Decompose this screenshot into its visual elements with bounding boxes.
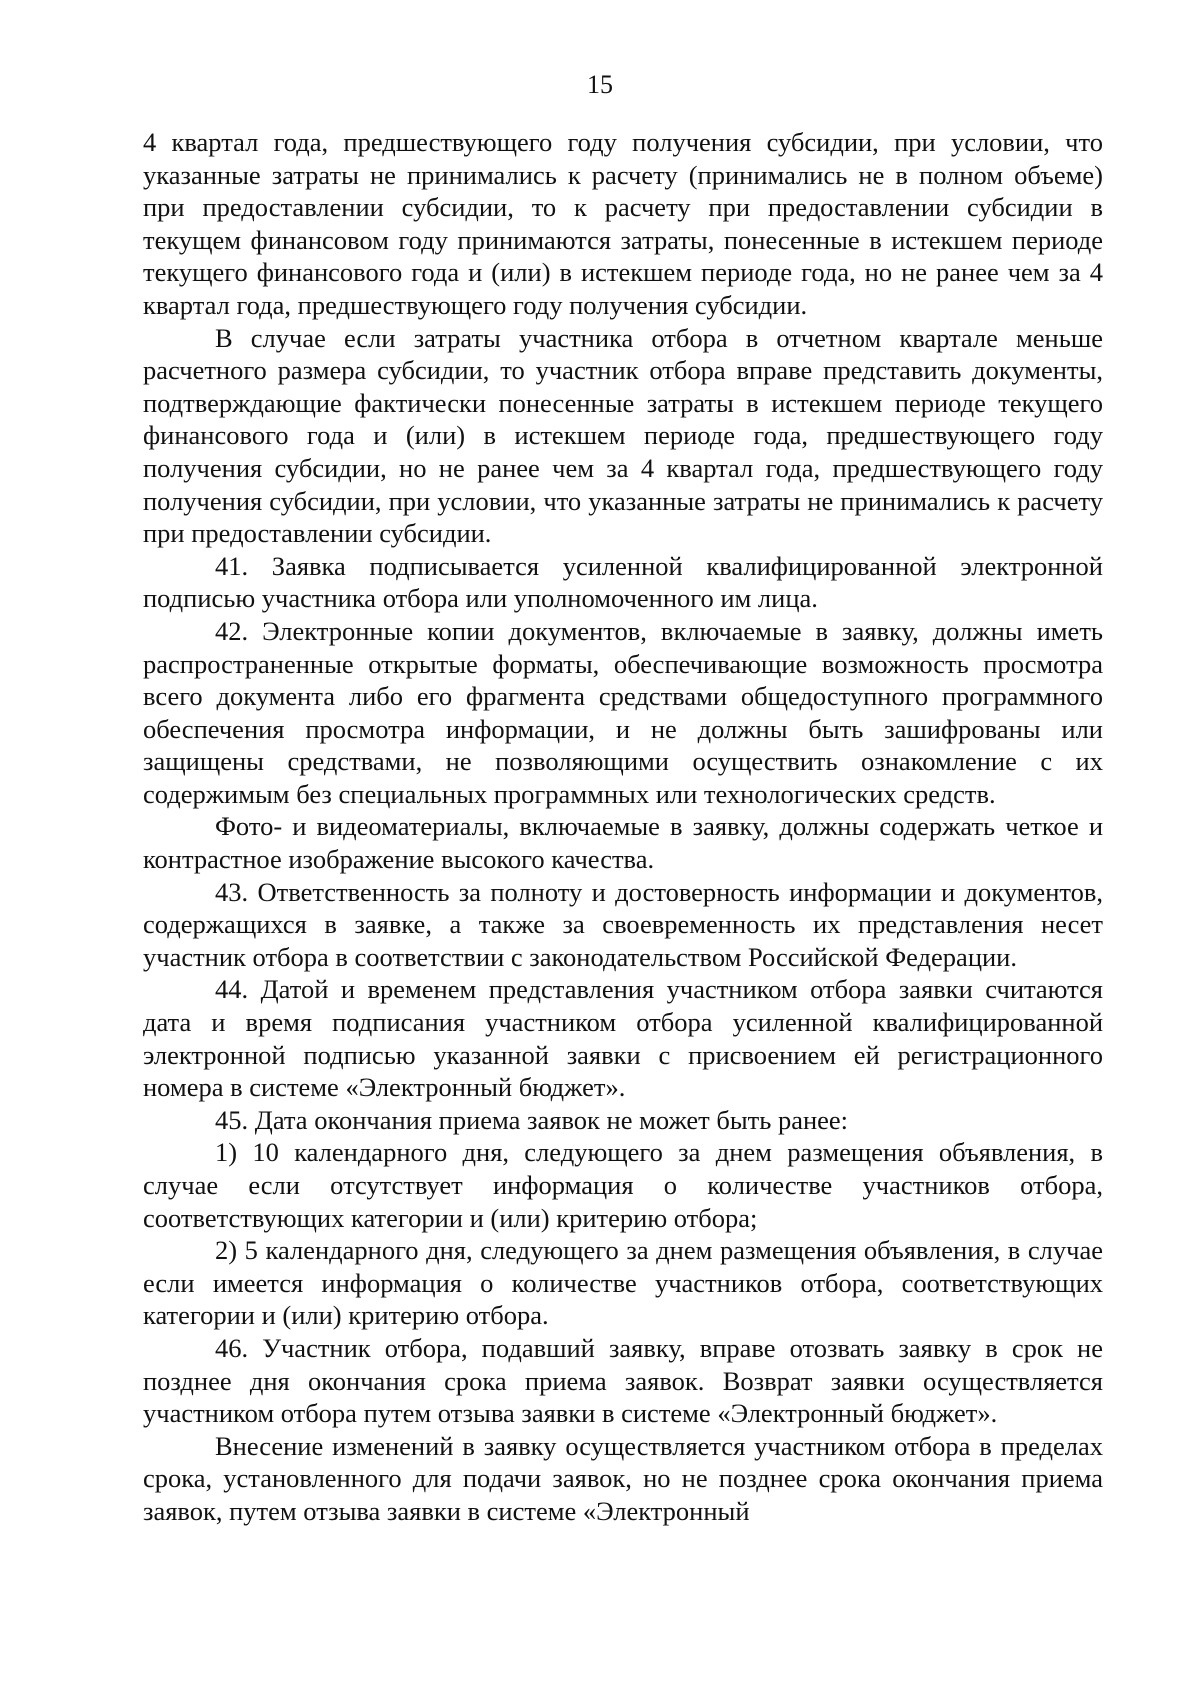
document-body — [143, 126, 1103, 1528]
paragraph-continuation: 4 квартал года, предшествующего году получения субсидии, при условии, что указанные затраты не принимались к расчету (принимались не в полном объеме) при предоставлении субсидии, то к расчету при предоставлении субсидии в текущем финансовом году принимаются затраты, понесенные в истекшем периоде текущего финансового года и (или) в истекшем периоде года, но не ранее чем за 4 квартал года, предшествующего году получения субсидии. — [143, 127, 1103, 320]
paragraph-41: 41. Заявка подписывается усиленной квалифицированной электронной подписью участника отбора или уполномоченного им лица. — [143, 550, 1103, 614]
paragraph-46: 46. Участник отбора, подавший заявку, вправе отозвать заявку в срок не позднее дня окончания срока приема заявок. Возврат заявки осуществляется участником отбора путем отзыва заявки в системе «Электронный бюджет». — [143, 1332, 1103, 1429]
paragraph-44: 44. Датой и временем представления участником отбора заявки считаются дата и время подписания участником отбора усиленной квалифицированной электронной подписью указанной заявки с присвоением ей регистрационного номера в системе «Электронный бюджет». — [143, 974, 1103, 1103]
paragraph-45: 45. Дата окончания приема заявок не может быть ранее: — [215, 1104, 849, 1135]
paragraph-45-item-1: 1) 10 календарного дня, следующего за днем размещения объявления, в случае если отсутствует информация о количестве участников отбора, соответствующих категории и (или) критерию отбора; — [143, 1137, 1103, 1233]
paragraph-photo-video: Фото- и видеоматериалы, включаемые в заявку, должны содержать четкое и контрастное изображение высокого качества. — [143, 811, 1103, 875]
paragraph-42: 42. Электронные копии документов, включаемые в заявку, должны иметь распространенные открытые форматы, обеспечивающие возможность просмотра всего документа либо его фрагмента средствами общедоступного программного обеспечения просмотра информации, и не должны быть зашифрованы или защищены средствами, не позволяющими осуществить ознакомление с их содержимым без специальных программных или технологических средств. — [143, 615, 1103, 809]
paragraph-costs-less-than-subsidy: В случае если затраты участника отбора в отчетном квартале меньше расчетного размера субсидии, то участник отбора вправе представить документы, подтверждающие фактически понесенные затраты в истекшем периоде текущего финансового года и (или) в истекшем периоде года, предшествующего году получения субсидии, но не ранее чем за 4 квартал года, предшествующего году получения субсидии, при условии, что указанные затраты не принимались к расчету при предоставлении субсидии. — [143, 322, 1103, 549]
paragraph-43: 43. Ответственность за полноту и достоверность информации и документов, содержащихся в заявке, а также за своевременность их представления несет участник отбора в соответствии с законодательством Российской Федерации. — [143, 876, 1103, 972]
paragraph-changes: Внесение изменений в заявку осуществляется участником отбора в пределах срока, установленного для подачи заявок, но не позднее срока окончания приема заявок, путем отзыва заявки в системе «Электронный — [143, 1430, 1103, 1526]
page-number: 15 — [587, 70, 613, 99]
paragraph-45-item-2: 2) 5 календарного дня, следующего за днем размещения объявления, в случае если имеется информация о количестве участников отбора, соответствующих категории и (или) критерию отбора. — [143, 1235, 1103, 1331]
